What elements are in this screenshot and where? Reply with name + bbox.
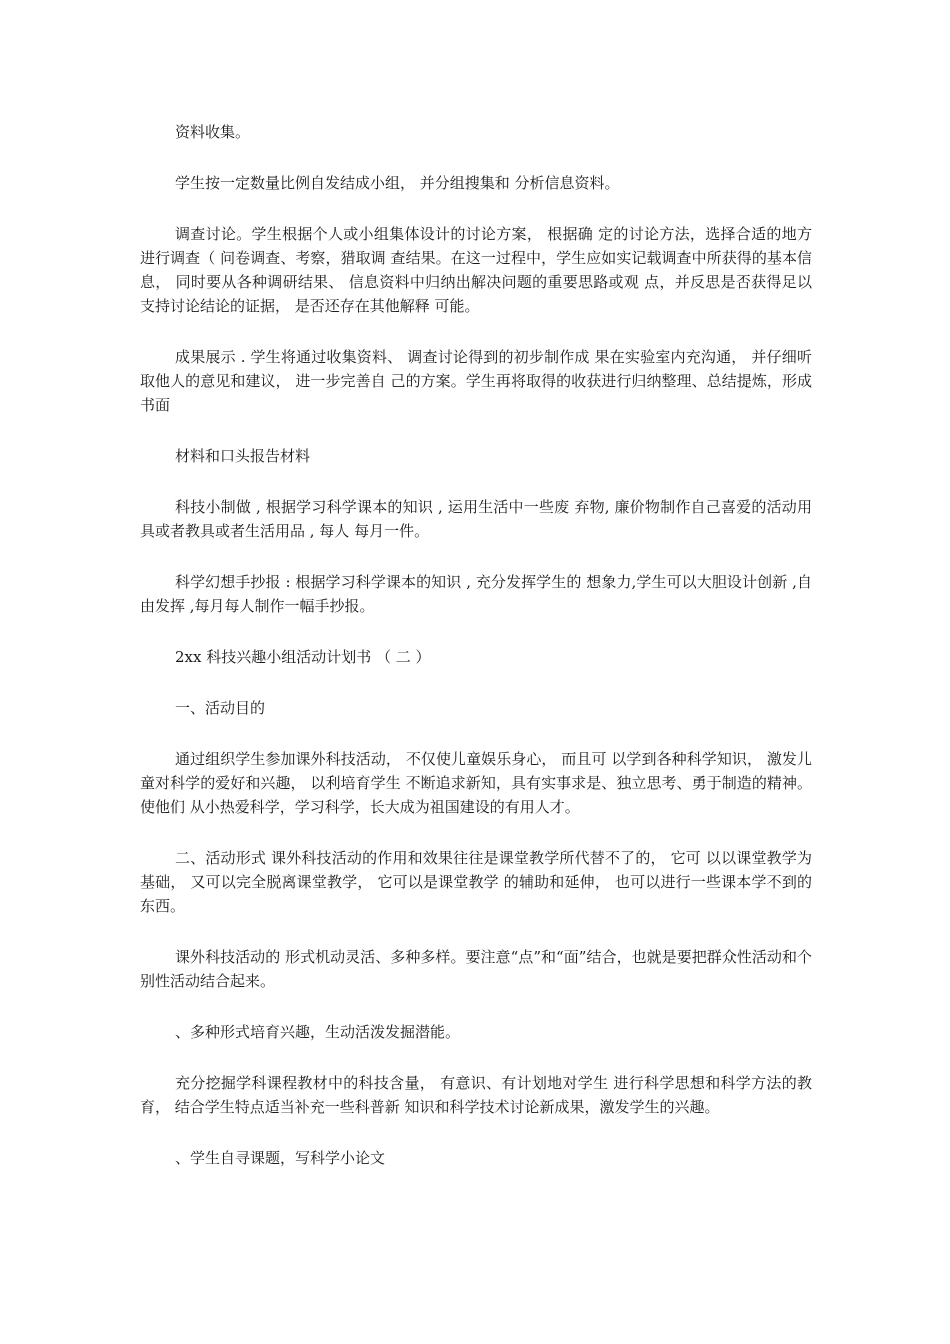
section-heading-plan-two: 2xx 科技兴趣小组活动计划书 （ 二 ） <box>175 648 431 666</box>
paragraph-flexible-forms: 课外科技活动的 形式机动灵活、多种多样。要注意“点”和“面”结合，也就是要把群众性活动和个别性活动结合起来。 <box>140 948 812 990</box>
paragraph-activity-goals: 通过组织学生参加课外科技活动， 不仅使儿童娱乐身心， 而且可 以学到各种科学知识， 激发儿童对科学的爱好和兴趣， 以利培育学生 不断追求新知，具有实事求是、独立思考、勇于制造的精神。使他们 从小热爱科学，学习科学，长大成为祖国建设的有用人才。 <box>140 750 812 816</box>
paragraph-curriculum-content: 充分挖掘学科课程教材中的科技含量， 有意识、有计划地对学生 进行科学思想和科学方法的教育， 结合学生特点适当补充一些科普新 知识和科学技术讨论新成果，激发学生的兴趣。 <box>140 1074 812 1116</box>
paragraph-activity-forms: 二、活动形式 课外科技活动的作用和效果往往是课堂教学所代替不了的， 它可 以以课堂教学为基础， 又可以完全脱离课堂教学， 它可以是课堂教学 的辅助和延伸， 也可以进行一些课本学不到的东西。 <box>140 849 812 915</box>
paragraph-cultivate-interest: 、多种形式培育兴趣，生动活泼发掘潜能。 <box>175 1023 461 1041</box>
document-body <box>140 120 812 1197</box>
paragraph-results-display: 成果展示 . 学生将通过收集资料、 调查讨论得到的初步制作成 果在实验室内充沟通， 并仔细听取他人的意见和建议， 进一步完善自 己的方案。学生再将取得的收获进行归纳整理、总结提炼，形成书面 <box>140 348 812 414</box>
paragraph-material-collection: 资料收集。 <box>175 123 251 141</box>
paragraph-science-fiction-poster: 科学幻想手抄报 : 根据学习科学课本的知识 , 充分发挥学生的 想象力,学生可以大胆设计创新 ,自由发挥 ,每月每人制作一幅手抄报。 <box>140 573 812 615</box>
section-heading-activity-goals: 一、活动目的 <box>175 699 266 717</box>
paragraph-report-materials: 材料和口头报告材料 <box>175 447 311 465</box>
paragraph-tech-crafts: 科技小制做 , 根据学习科学课本的知识 , 运用生活中一些废 弃物, 廉价物制作自己喜爱的活动用具或者教具或者生活用品 , 每人 每月一件。 <box>140 498 812 540</box>
paragraph-survey-discussion: 调查讨论。学生根据个人或小组集体设计的讨论方案， 根据确 定的讨论方法，选择合适的地方进行调查（ 问卷调查、考察，猎取调 查结果。在这一过程中，学生应如实记载调查中所获得的基本信息， 同时要从各种调研结果、 信息资料中归纳出解决问题的重要思路或观 点，并反思是否获得足以支持讨论结论的证据， 是否还存在其他解释 可能。 <box>140 225 812 315</box>
paragraph-student-papers: 、学生自寻课题，写科学小论文 <box>175 1149 386 1167</box>
paragraph-group-formation: 学生按一定数量比例自发结成小组， 并分组搜集和 分析信息资料。 <box>175 174 620 192</box>
